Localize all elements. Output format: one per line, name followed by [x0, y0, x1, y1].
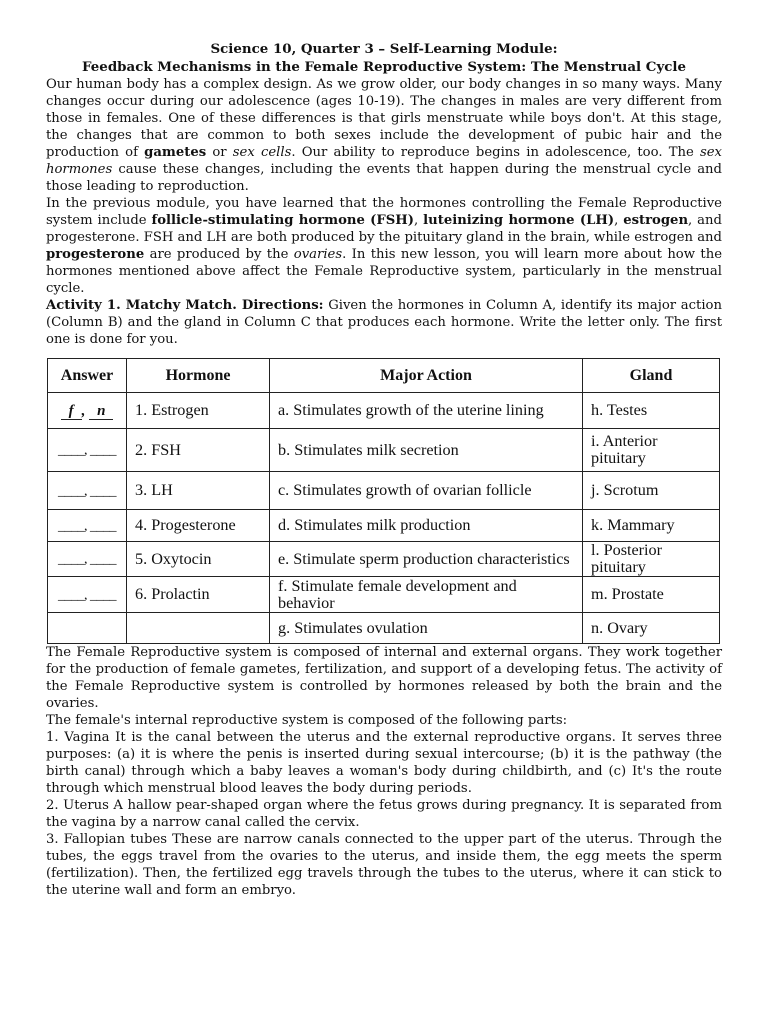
table-row — [48, 472, 720, 510]
table-row — [48, 542, 720, 577]
intro-text-3: . Our ability to reproduce begins in adolescence, too. The — [291, 145, 700, 160]
prev-text-1: In the previous module, you have learned that the hormones controlling the Female Reproductive system include — [46, 196, 722, 228]
internal-system-intro: The female's internal reproductive system is composed of the following parts: — [46, 713, 568, 728]
hormone-cell: 4. Progesterone — [127, 510, 270, 542]
hormone-cell: 5. Oxytocin — [127, 542, 270, 577]
activity-directions — [46, 297, 722, 348]
hormone-cell: 6. Prolactin — [127, 577, 270, 613]
answer-blank[interactable]: ____, ____ — [58, 443, 116, 458]
action-cell: e. Stimulate sperm production characteristics — [270, 542, 583, 577]
title-line-2: Feedback Mechanisms in the Female Reproductive System: The Menstrual Cycle — [82, 59, 686, 75]
gland-cell: j. Scrotum — [583, 472, 720, 510]
answer-cell — [48, 393, 127, 429]
prev-text-5: are produced by the — [144, 247, 294, 262]
matching-table — [47, 358, 720, 644]
table-row — [48, 613, 720, 644]
action-cell: c. Stimulates growth of ovarian follicle — [270, 472, 583, 510]
answer-blank[interactable]: ____, ____ — [58, 587, 116, 603]
table-row — [48, 393, 720, 429]
answer-cell-empty — [48, 613, 127, 644]
answer-blank[interactable]: ____, ____ — [58, 518, 116, 534]
prev-bold-fsh: follicle-stimulating hormone (FSH) — [151, 213, 414, 228]
intro-text-1: Our human body has a complex design. As we grow older, our body changes in so many ways. Many changes occur during our adolescence (ages 10-19). The changes in males are very different from those in females. One of these differences is that girls menstruate while boys don't. At this stage, the changes that are common to both sexes include the development of pubic hair and the production of — [46, 77, 722, 160]
hormone-cell: 2. FSH — [127, 429, 270, 472]
gland-cell: i. Anterior pituitary — [583, 429, 720, 472]
prev-text-6: . In this new lesson, you will learn more about how the hormones mentioned above affect the Female Reproductive system, particularly in the menstrual cycle. — [46, 247, 723, 296]
answer-letter-2: n — [89, 404, 113, 420]
intro-italic-sex-cells: sex cells — [232, 145, 292, 160]
prev-bold-progesterone: progesterone — [46, 247, 145, 262]
action-cell: g. Stimulates ovulation — [270, 613, 583, 644]
action-cell: a. Stimulates growth of the uterine lining — [270, 393, 583, 429]
fallopian-tubes-paragraph: 3. Fallopian tubes These are narrow canals connected to the upper part of the uterus. Through the tubes, the eggs travel from the ovaries to the uterus, and inside them, the egg meets the sperm (fertilization). Then, the fertilized egg travels through the tubes to the uterus, where it can stick to the uterine wall and form an embryo. — [46, 832, 722, 898]
answer-cell — [48, 542, 127, 577]
header-gland: Gland — [583, 359, 720, 393]
prev-bold-lh: luteinizing hormone (LH) — [423, 213, 615, 228]
gland-cell: k. Mammary — [583, 510, 720, 542]
table-row — [48, 577, 720, 613]
answer-cell — [48, 577, 127, 613]
gland-cell: l. Posterior pituitary — [583, 542, 720, 577]
prev-bold-estrogen: estrogen — [623, 213, 689, 228]
hormone-cell-empty — [127, 613, 270, 644]
gland-cell: n. Ovary — [583, 613, 720, 644]
intro-paragraph — [46, 76, 722, 195]
hormone-cell: 3. LH — [127, 472, 270, 510]
previous-module-paragraph — [46, 195, 722, 297]
answer-cell — [48, 472, 127, 510]
action-cell: d. Stimulates milk production — [270, 510, 583, 542]
intro-italic-sex-hormones: sex hormones — [46, 145, 722, 177]
prev-italic-ovaries: ovaries — [293, 247, 343, 262]
answer-separator: , — [81, 402, 86, 419]
uterus-paragraph: 2. Uterus A hallow pear-shaped organ where the fetus grows during pregnancy. It is separated from the vagina by a narrow canal called the cervix. — [46, 798, 722, 830]
header-hormone: Hormone — [127, 359, 270, 393]
reproductive-system-paragraph: The Female Reproductive system is composed of internal and external organs. They work together for the production of female gametes, fertilization, and support of a developing fetus. The activity of the Female Reproductive system is controlled by hormones released by both the brain and the ovaries. — [46, 645, 722, 711]
gland-cell: h. Testes — [583, 393, 720, 429]
prev-text-3: , — [614, 213, 624, 228]
hormone-cell: 1. Estrogen — [127, 393, 270, 429]
header-major-action: Major Action — [270, 359, 583, 393]
prev-text-2: , — [414, 213, 424, 228]
intro-bold-gametes: gametes — [144, 145, 207, 160]
action-cell: f. Stimulate female development and behavior — [270, 577, 583, 613]
vagina-paragraph: 1. Vagina It is the canal between the uterus and the external reproductive organs. It serves three purposes: (a) it is where the penis is inserted during sexual intercourse; (b) it is the pathway (the birth canal) through which a baby leaves a woman's body during childbirth, and (c) It's the route through which menstrual blood leaves the body during periods. — [46, 730, 722, 796]
document-title — [46, 40, 722, 76]
table-row — [48, 510, 720, 542]
table-row — [48, 429, 720, 472]
answer-blank[interactable]: ____, ____ — [58, 483, 116, 499]
activity-label: Activity 1. Matchy Match. Directions: — [46, 298, 324, 313]
intro-text-2: or — [206, 145, 233, 160]
title-line-1: Science 10, Quarter 3 – Self-Learning Module: — [210, 41, 558, 57]
table-header-row — [48, 359, 720, 393]
intro-text-4: cause these changes, including the events that happen during the menstrual cycle and those leading to reproduction. — [46, 162, 722, 194]
answer-filled — [61, 403, 114, 419]
answer-blank[interactable]: ____, ____ — [58, 552, 116, 567]
answer-cell — [48, 510, 127, 542]
prev-text-4: , and progesterone. FSH and LH are both produced by the pituitary gland in the brain, while estrogen and — [46, 213, 722, 245]
answer-letter-1: f — [61, 404, 82, 420]
action-cell: b. Stimulates milk secretion — [270, 429, 583, 472]
activity-text: Given the hormones in Column A, identify its major action (Column B) and the gland in Column C that produces each hormone. Write the letter only. The first one is done for you. — [46, 298, 722, 347]
gland-cell: m. Prostate — [583, 577, 720, 613]
header-answer: Answer — [48, 359, 127, 393]
answer-cell — [48, 429, 127, 472]
